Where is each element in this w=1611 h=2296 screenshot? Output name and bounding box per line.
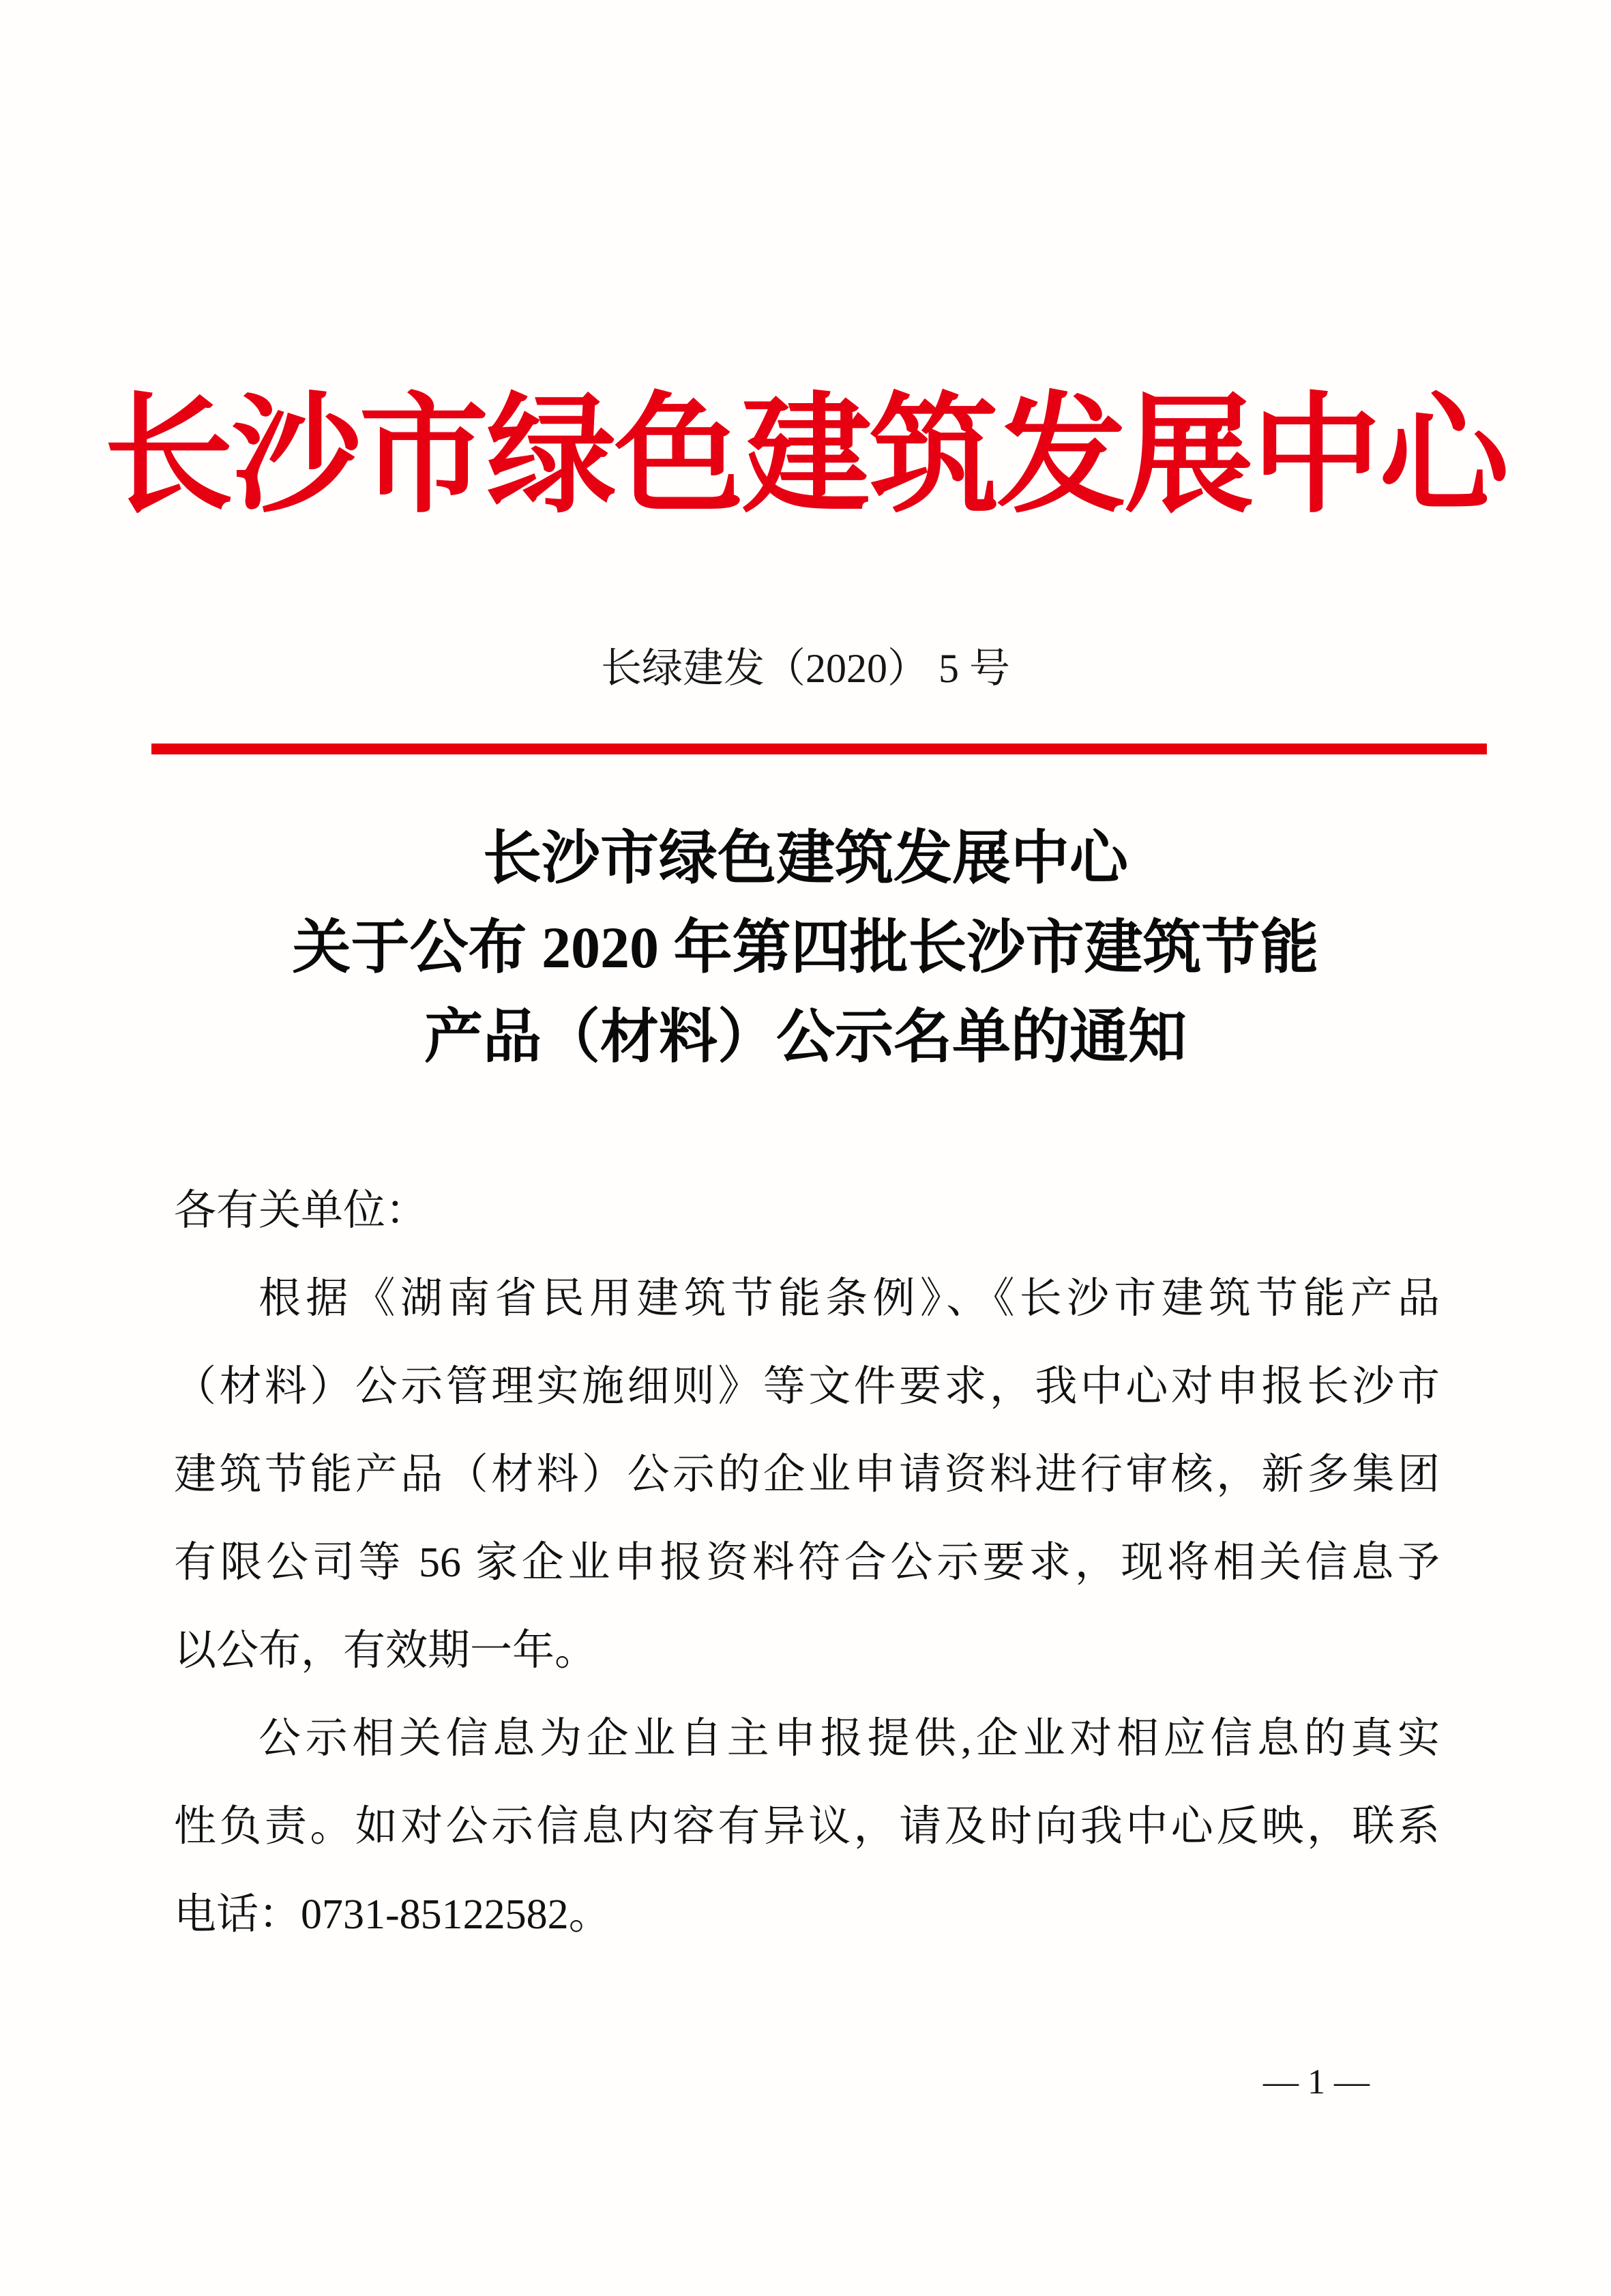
body-line: （材料）公示管理实施细则》等文件要求，我中心对申报长沙市 xyxy=(174,1364,1440,1410)
document-title-line-2: 关于公布 2020 年第四批长沙市建筑节能 xyxy=(292,915,1319,980)
body-line: 有限公司等 56 家企业申报资料符合公示要求，现将相关信息予 xyxy=(174,1540,1440,1586)
document-body xyxy=(174,1167,1440,1959)
body-line: 建筑节能产品（材料）公示的企业申请资料进行审核，新多集团 xyxy=(174,1452,1440,1498)
body-line: 根据《湖南省民用建筑节能条例》、《长沙市建筑节能产品 xyxy=(258,1276,1440,1322)
body-line: 以公布，有效期一年。 xyxy=(174,1628,597,1674)
document-title-line-1: 长沙市绿色建筑发展中心 xyxy=(483,825,1128,891)
agency-masthead-title: 长沙市绿色建筑发展中心 xyxy=(104,385,1507,529)
red-header-divider xyxy=(151,744,1487,754)
body-line: 性负责。如对公示信息内容有异议，请及时向我中心反映，联系 xyxy=(174,1804,1440,1850)
document-reference-number: 长绿建发（2020） 5 号 xyxy=(601,646,1010,691)
page-number: — 1 — xyxy=(1263,2063,1370,2102)
document-title-line-3: 产品（材料）公示名单的通知 xyxy=(424,1004,1187,1070)
body-line: 公示相关信息为企业自主申报提供,企业对相应信息的真实 xyxy=(258,1716,1440,1762)
salutation-line: 各有关单位： xyxy=(174,1188,428,1234)
contact-phone-line: 电话：0731-85122582。 xyxy=(174,1892,611,1938)
document-title xyxy=(0,814,1611,1082)
